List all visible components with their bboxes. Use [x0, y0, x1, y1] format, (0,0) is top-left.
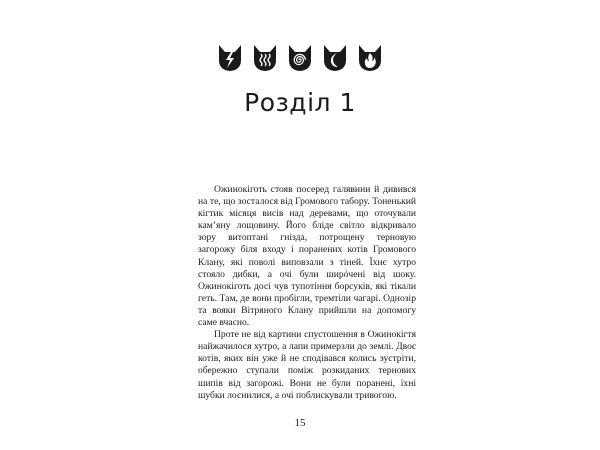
cat-head-lightning-icon: [217, 44, 243, 72]
chapter-title: Розділ 1: [244, 88, 356, 117]
clan-emblems: [0, 44, 600, 72]
cat-head-spiral-icon: [287, 44, 313, 72]
chapter-body: [198, 184, 416, 402]
page-number: 15: [294, 417, 306, 429]
paragraph: Проте не від картини спустошення в Ожинокігтя найжачилося хутро, а лапи примерзли до землі. Двоє котів, яких він уже й не сподівався колись зустріти, обережно ступали поміж розкиданих тернових шипів від загорожі. Вони не були поранені, їхні шубки лоснилися, а очі поблискували тривогою.: [198, 329, 416, 401]
cat-head-flame-icon: [357, 44, 383, 72]
paragraph: Ожинокіготь стояв посеред галявини й дивився на те, що зосталося від Громового табору. Тоненький кігтик місяця висів над деревами, що оточували кам’яну лощовину. Його бліде світло відкривало зору витоптані гнізда, потрощену терновую загорожу біля входу і поранених котів Громового Клану, які поволі виповзали з тіней. Їхнє хутро стояло дибки, а очі були ширóчені від шоку. Ожинокіготь досі чув тупотіння борсуків, які тікали геть. Там, де вони пробігли, тремтіли чагарі. Однозір та вояки Вітряного Клану прийшли на допомогу саме вчасно.: [198, 184, 416, 329]
cat-head-moon-icon: [322, 44, 348, 72]
cat-head-wave-icon: [252, 44, 278, 72]
